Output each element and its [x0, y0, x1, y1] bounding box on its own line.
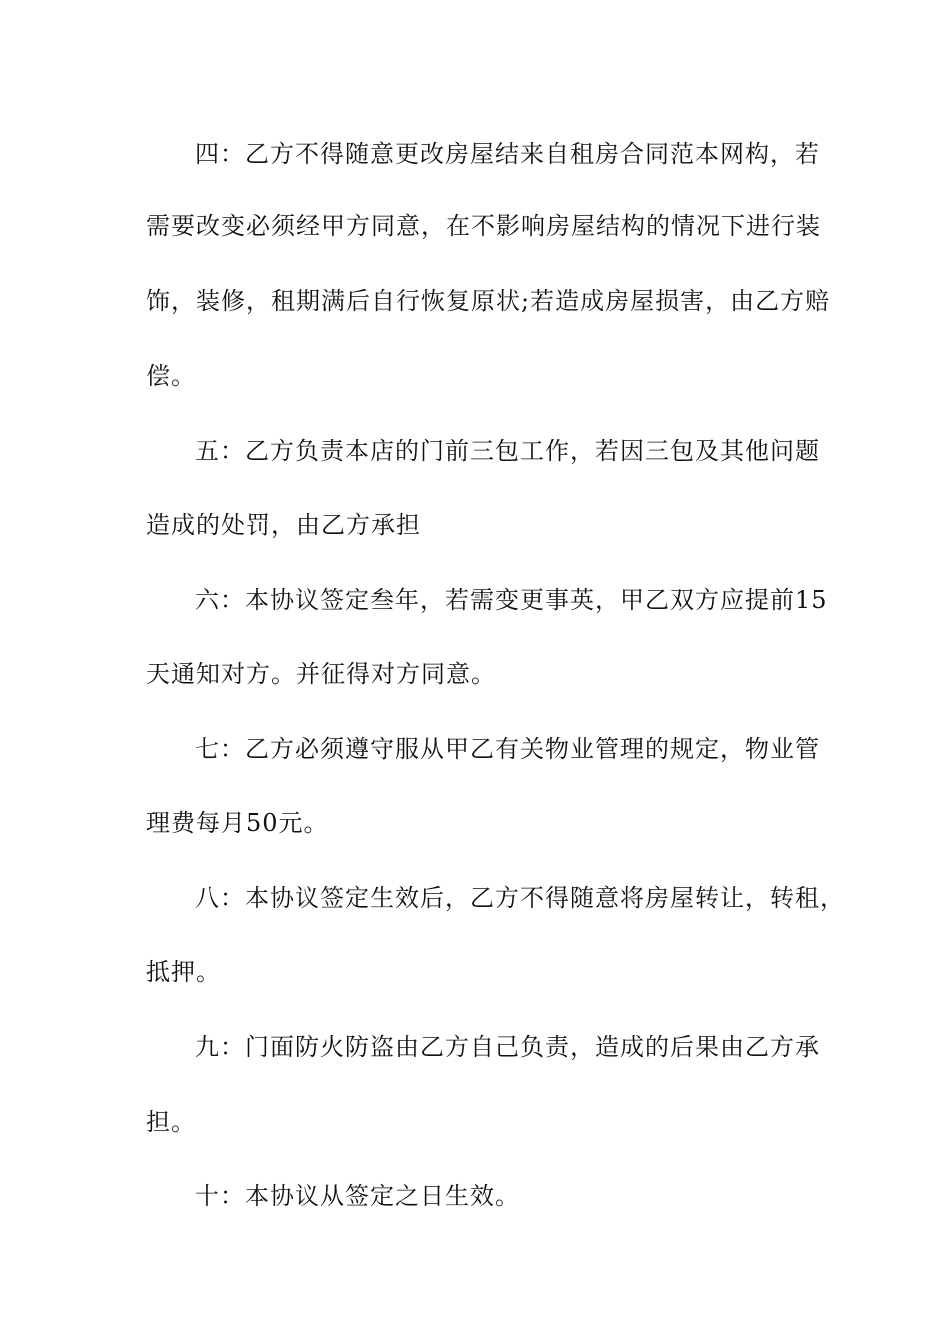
clause-4-line-1: 四：乙方不得随意更改房屋结来自租房合同范本网构，若	[195, 140, 820, 168]
clause-6-line-2: 天通知对方。并征得对方同意。	[146, 660, 496, 688]
clause-8-line-1: 八：本协议签定生效后，乙方不得随意将房屋转让，转租，	[195, 884, 845, 912]
clause-9-line-2: 担。	[146, 1108, 196, 1136]
clause-7-line-1: 七：乙方必须遵守服从甲乙有关物业管理的规定，物业管	[195, 735, 820, 763]
clause-4-line-2: 需要改变必须经甲方同意，在不影响房屋结构的情况下进行装	[146, 212, 821, 240]
clause-8-line-2: 抵押。	[146, 958, 221, 986]
clause-6-line-1: 六：本协议签定叁年，若需变更事英，甲乙双方应提前15	[195, 586, 828, 614]
clause-4-line-4: 偿。	[146, 362, 196, 390]
clause-10-line-1: 十：本协议从签定之日生效。	[195, 1182, 520, 1210]
clause-5-line-2: 造成的处罚，由乙方承担	[146, 511, 421, 539]
clause-4-line-3: 饰，装修，租期满后自行恢复原状;若造成房屋损害，由乙方赔	[146, 287, 831, 315]
clause-7-line-2: 理费每月50元。	[146, 809, 329, 837]
clause-5-line-1: 五：乙方负责本店的门前三包工作，若因三包及其他问题	[195, 437, 820, 465]
clause-9-line-1: 九：门面防火防盗由乙方自己负责，造成的后果由乙方承	[195, 1033, 820, 1061]
